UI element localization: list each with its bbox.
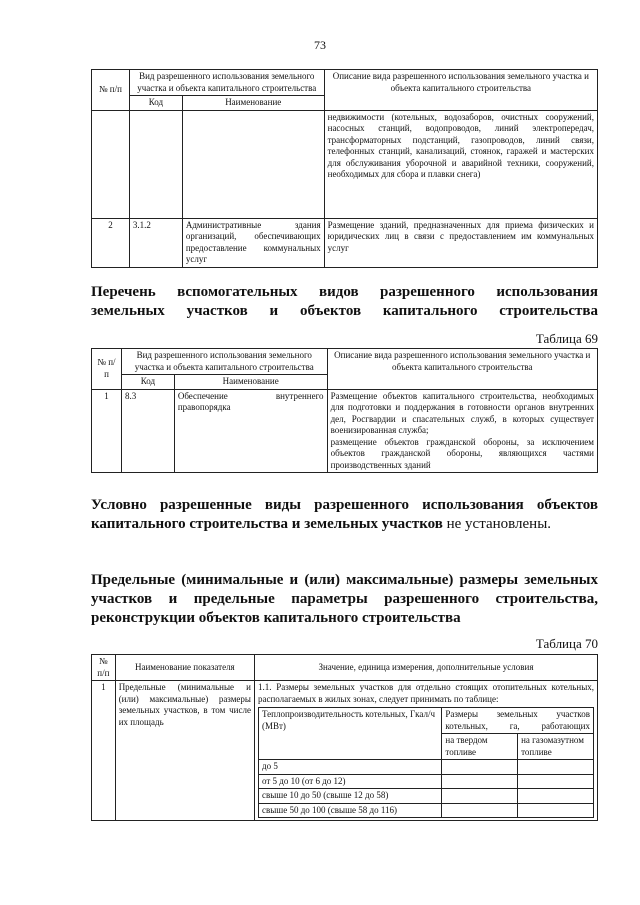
header-opis: Описание вида разрешенного использования земельного участка и объекта капитального строительства (327, 349, 597, 390)
row-opis-p1: Размещение объектов капитального строительства, необходимых для подготовки и поддержания в готовности органов внутренних дел, Росгвардии и спасательных служб, в которых существует военизированная служба; (330, 390, 594, 435)
table70-caption: Таблица 70 (535, 636, 598, 651)
header-kod: Код (129, 96, 182, 111)
header-opis: Описание вида разрешенного использования земельного участка и объекта капитального строительства (324, 70, 597, 111)
row-naim: Обеспечение внутреннего правопорядка (174, 389, 327, 473)
inner-row-label: до 5 (258, 760, 441, 775)
header-naim: Наименование (174, 375, 327, 390)
cont-description: недвижимости (котельных, водозаборов, очистных сооружений, насосных станций, водопроводов, линий электропередач, трансформаторных подстанций, газопроводов, линий связи, телефонных станций, канализаций, стоянок, гаражей и мастерских для обслуживания уборочной и аварийной техники, сооружений, необходимых для сбора и плавки снега) (324, 110, 597, 218)
table-70 (91, 654, 598, 821)
heading-limits: Предельные (минимальные и (или) максимальные) размеры земельных участков и предельные параметры разрешенного строительства, реконструкции объектов капитального строительства (91, 572, 598, 626)
inner-header-solid: на твердом топливе (442, 734, 518, 760)
row-naim: Предельные (минимальные и (или) максимальные) размеры земельных участков, в том числе их площадь (115, 681, 254, 821)
header-num: № п/п (92, 349, 122, 390)
inner-row-label: от 5 до 10 (от 6 до 12) (258, 774, 441, 789)
conditional-uses-paragraph (91, 496, 598, 534)
row-value (254, 681, 597, 821)
row-naim: Административные здания организаций, обеспечивающих предоставление коммунальных услуг (182, 218, 324, 267)
inner-table (258, 707, 594, 818)
header-naim: Наименование показателя (115, 655, 254, 681)
row-opis (327, 389, 597, 473)
inner-header-capacity: Теплопроизводительность котельных, Гкал/ч (МВт) (258, 708, 441, 760)
inner-header-sizes: Размеры земельных участков котельных, га, работающих (442, 708, 594, 734)
row-num: 1 (92, 389, 122, 473)
header-naim: Наименование (182, 96, 324, 111)
conditional-uses-rest: не установлены. (442, 516, 552, 532)
header-num: № п/п (92, 70, 130, 111)
row-opis-p2: размещение объектов гражданской обороны, за исключением объектов гражданской обороны, являющихся частями производственных зданий (330, 436, 594, 470)
table69-caption: Таблица 69 (535, 331, 598, 346)
table-top (91, 69, 598, 268)
table-69 (91, 348, 598, 473)
header-num: № п/п (92, 655, 116, 681)
inner-header-gas: на газомазутном топливе (518, 734, 594, 760)
inner-row-label: свыше 50 до 100 (свыше 58 до 116) (258, 803, 441, 818)
header-vid: Вид разрешенного использования земельного участка и объекта капитального строительства (129, 70, 324, 96)
row-num: 2 (92, 218, 130, 267)
row-kod: 3.1.2 (129, 218, 182, 267)
header-val: Значение, единица измерения, дополнительные условия (254, 655, 597, 681)
inner-row-label: свыше 10 до 50 (свыше 12 до 58) (258, 789, 441, 804)
heading-auxiliary-uses: Перечень вспомогательных видов разрешенного использования земельных участков и объектов капитального строительства (91, 284, 598, 319)
conditional-uses-bold: Условно разрешенные виды разрешенного использования объектов капитального строительства и земельных участков (91, 497, 598, 532)
row-opis: Размещение зданий, предназначенных для приема физических и юридических лиц в связи с предоставлением им коммунальных услуг (324, 218, 597, 267)
row-value-text: 1.1. Размеры земельных участков для отдельно стоящих отопительных котельных, располагаемых в жилых зонах, следует принимать по таблице: (257, 682, 594, 704)
page-number: 73 (314, 38, 326, 52)
header-vid: Вид разрешенного использования земельного участка и объекта капитального строительства (121, 349, 327, 375)
header-kod: Код (121, 375, 174, 390)
row-kod: 8.3 (121, 389, 174, 473)
row-num: 1 (92, 681, 116, 821)
